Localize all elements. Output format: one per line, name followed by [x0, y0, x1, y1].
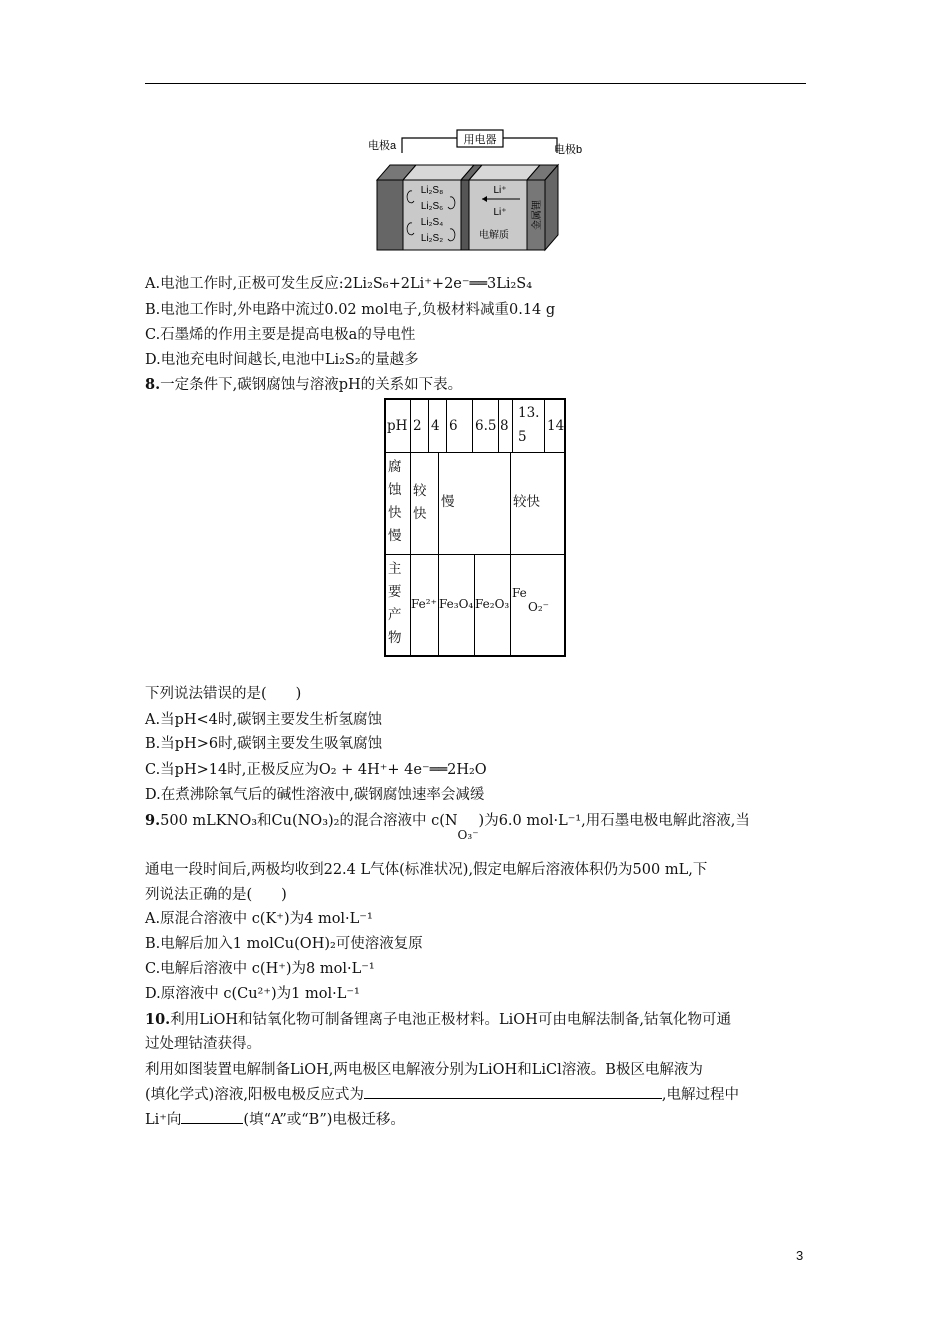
ph-6: 6	[449, 418, 458, 434]
rate-fast-1: 较	[413, 483, 427, 499]
prod-fe2o3: Fe₂O₃	[475, 597, 510, 611]
q8-stem-text: 一定条件下,碳钢腐蚀与溶液pH的关系如下表。	[160, 377, 463, 393]
q10-line1	[145, 1010, 731, 1030]
q10-line2: 过处理钴渣获得。	[145, 1036, 261, 1052]
q8-option-a: A.当pH<4时,碳钢主要发生析氢腐蚀	[145, 712, 382, 728]
q10-line5b: (填“A”或“B”)电极迁移。	[243, 1112, 405, 1128]
prod-fe2: Fe²⁺	[411, 597, 437, 611]
ph-8: 8	[500, 418, 509, 434]
q9-stem-line1	[145, 811, 750, 842]
ph-6-5: 6.5	[475, 418, 497, 434]
species-li2s8: Li₂S₈	[420, 185, 444, 196]
q10-line1-text: 利用LiOH和钴氧化物可制备锂离子电池正极材料。LiOH可由电解法制备,钴氧化物可通	[170, 1012, 731, 1028]
ph-4: 4	[431, 418, 440, 434]
header-rule	[145, 83, 806, 84]
q8-option-d: D.在煮沸除氧气后的碱性溶液中,碳钢腐蚀速率会减缓	[145, 787, 485, 803]
q9-option-a: A.原混合溶液中 c(K⁺)为4 mol·L⁻¹	[145, 911, 373, 927]
prod-header-1: 主	[388, 561, 402, 577]
rate-header-4: 慢	[388, 528, 402, 544]
rate-header-2: 蚀	[388, 482, 402, 498]
q7-option-a: A.电池工作时,正极可发生反应:2Li₂S₆+2Li⁺+2e⁻══3Li₂S₄	[145, 276, 533, 292]
q10-direction-blank[interactable]	[181, 1109, 243, 1124]
q10-line4	[145, 1084, 739, 1105]
ph-2: 2	[413, 418, 422, 434]
q9-option-d: D.原溶液中 c(Cu²⁺)为1 mol·L⁻¹	[145, 986, 360, 1002]
q10-line4a: (填化学式)溶液,阳极电极反应式为	[145, 1087, 364, 1103]
q8-stem	[145, 375, 462, 395]
rate-faster: 较快	[513, 494, 540, 510]
corrosion-table	[384, 398, 566, 657]
ph-13-5-b: 5	[518, 429, 527, 445]
rate-slow: 慢	[441, 494, 455, 510]
q9-stem-line2: 通电一段时间后,两极均收到22.4 L气体(标准状况),假定电解后溶液体积仍为500 mL,下	[145, 862, 708, 878]
ph-14: 14	[547, 418, 565, 434]
q10-line5a: Li⁺向	[145, 1112, 182, 1128]
page-number: 3	[796, 1248, 804, 1263]
prod-header-4: 物	[388, 630, 402, 646]
li-ion-upper: Li⁺	[493, 185, 507, 196]
q10-anode-blank[interactable]	[364, 1084, 662, 1099]
battery-diagram	[360, 125, 600, 255]
electrode-a-label: 电极a	[368, 140, 397, 152]
rate-fast-2: 快	[413, 506, 427, 522]
q8-number: 8.	[145, 376, 161, 393]
metal-li-label: 金属锂	[532, 200, 543, 230]
electrode-b-label: 电极b	[554, 144, 583, 156]
q9-option-b: B.电解后加入1 molCu(OH)₂可使溶液复原	[145, 936, 423, 952]
q9-option-c: C.电解后溶液中 c(H⁺)为8 mol·L⁻¹	[145, 961, 375, 977]
li-ion-lower: Li⁺	[493, 207, 507, 218]
q10-line5	[145, 1109, 405, 1130]
q10-number: 10.	[145, 1011, 171, 1028]
q8-ask: 下列说法错误的是( )	[145, 686, 302, 702]
q9-number: 9.	[145, 812, 161, 829]
q9-stem-line3: 列说法正确的是( )	[145, 887, 287, 903]
q7-option-b: B.电池工作时,外电路中流过0.02 mol电子,负极材料减重0.14 g	[145, 302, 556, 318]
prod-feo2-fe: Fe	[512, 586, 527, 600]
species-li2s6: Li₂S₆	[420, 201, 444, 212]
q10-line3: 利用如图装置电解制备LiOH,两电极区电解液分别为LiOH和LiCl溶液。B极区电解液为	[145, 1062, 703, 1078]
q9-stem-1: 500 mLKNO₃和Cu(NO₃)₂的混合溶液中 c(N	[160, 813, 458, 829]
q7-option-d: D.电池充电时间越长,电池中Li₂S₂的量越多	[145, 352, 419, 368]
prod-feo2-o: O₂⁻	[528, 600, 549, 614]
q8-option-c: C.当pH>14时,正极反应为O₂ + 4H⁺+ 4e⁻══2H₂O	[145, 762, 487, 778]
prod-fe3o4: Fe₃O₄	[439, 597, 474, 611]
load-label: 用电器	[463, 134, 497, 146]
species-li2s2: Li₂S₂	[420, 233, 444, 244]
header-ph: pH	[387, 418, 408, 434]
prod-header-3: 产	[388, 607, 402, 623]
q9-stem-1-sub: O₃⁻	[457, 828, 479, 842]
species-li2s4: Li₂S₄	[420, 217, 444, 228]
rate-header-1: 腐	[388, 459, 402, 475]
q8-option-b: B.当pH>6时,碳钢主要发生吸氧腐蚀	[145, 736, 383, 752]
ph-13-5-a: 13.	[518, 405, 540, 421]
rate-header-3: 快	[388, 505, 402, 521]
prod-header-2: 要	[388, 584, 402, 600]
q7-option-c: C.石墨烯的作用主要是提高电极a的导电性	[145, 327, 416, 343]
q9-stem-1-rest: )为6.0 mol·L⁻¹,用石墨电极电解此溶液,当	[478, 813, 750, 829]
q10-line4b: ,电解过程中	[661, 1087, 740, 1103]
electrolyte-label: 电解质	[479, 230, 509, 241]
